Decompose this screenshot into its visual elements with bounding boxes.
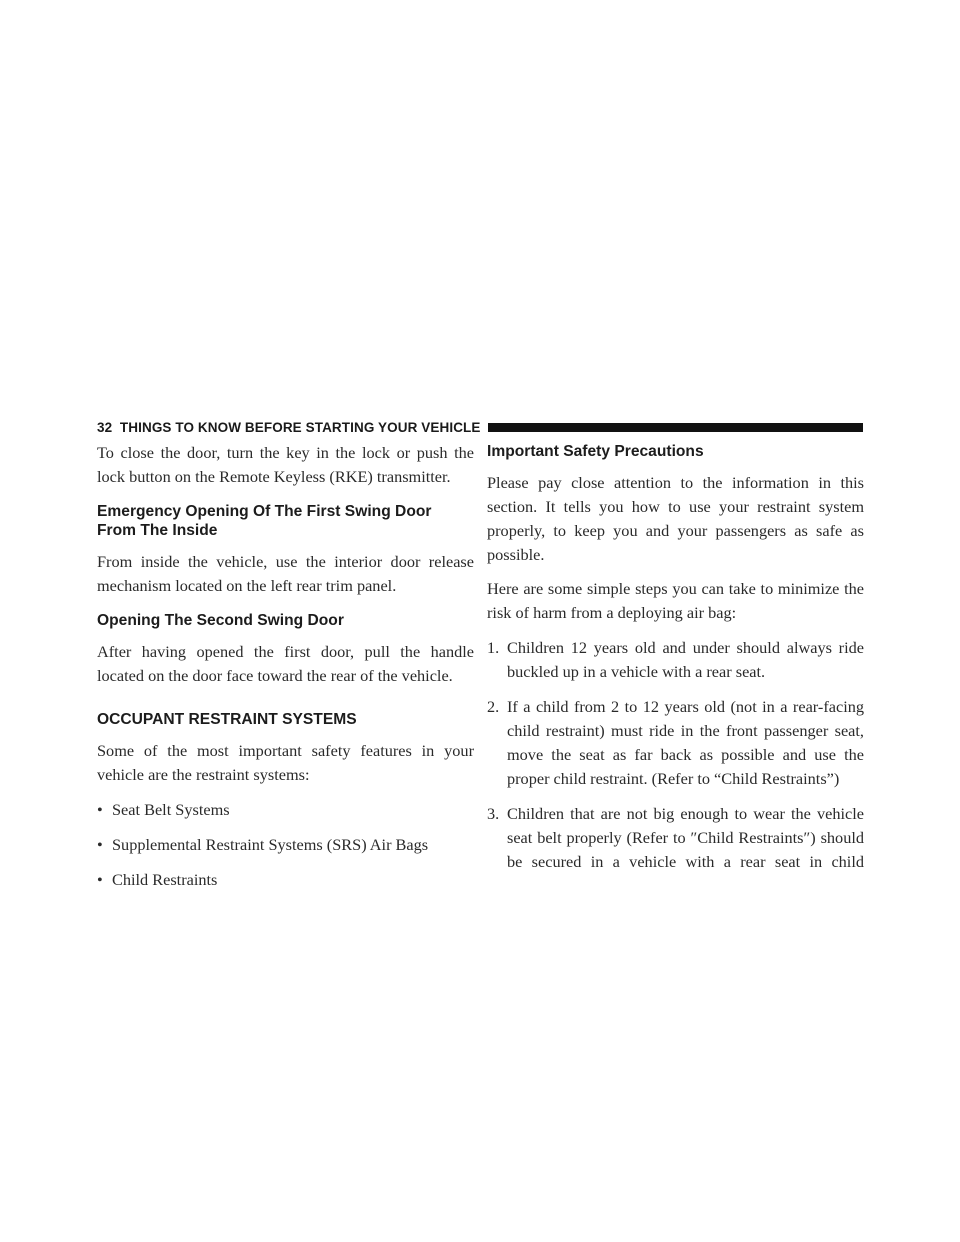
list-item-first-line: Children that are not big enough to wear the vehicle bbox=[507, 804, 864, 823]
list-number: 1. bbox=[487, 638, 500, 657]
right-column bbox=[487, 441, 864, 874]
paragraph-pay-attention: Please pay close attention to the information in this section. It tells you how to use your restraint system properly, to keep you and your passengers as safe as possible. bbox=[487, 473, 864, 564]
heading-second-swing-door: Opening The Second Swing Door bbox=[97, 612, 344, 629]
page-number: 32 bbox=[97, 419, 113, 435]
header-text bbox=[97, 420, 488, 435]
heading-occupant-restraint: OCCUPANT RESTRAINT SYSTEMS bbox=[97, 711, 357, 728]
header-rule bbox=[488, 423, 864, 432]
list-item bbox=[97, 798, 474, 822]
list-item-first-line: Children 12 years old and under should always ride bbox=[507, 638, 864, 657]
list-item-rest: buckled up in a vehicle with a rear seat. bbox=[507, 662, 766, 681]
left-column bbox=[97, 441, 474, 892]
page-header bbox=[97, 416, 863, 438]
paragraph-restraint-intro: Some of the most important safety features in your vehicle are the restraint systems: bbox=[97, 741, 474, 784]
list-item-first-line: If a child from 2 to 12 years old (not in a rear-facing bbox=[507, 697, 864, 716]
paragraph-simple-steps: Here are some simple steps you can take to minimize the risk of harm from a deploying air bag: bbox=[487, 579, 864, 622]
list-item bbox=[97, 868, 474, 892]
list-item-text: Seat Belt Systems bbox=[112, 800, 230, 819]
list-item bbox=[487, 636, 864, 684]
bullet-mark: • bbox=[97, 870, 103, 889]
list-item bbox=[487, 802, 864, 874]
paragraph-close-door: To close the door, turn the key in the lock or push the lock button on the Remote Keyless (RKE) transmitter. bbox=[97, 443, 474, 486]
paragraph-pull-handle: After having opened the first door, pull the handle located on the door face toward the rear of the vehicle. bbox=[97, 642, 474, 685]
heading-safety-precautions: Important Safety Precautions bbox=[487, 443, 704, 460]
list-item-text: Child Restraints bbox=[112, 870, 218, 889]
list-item bbox=[97, 833, 474, 857]
list-item-rest: seat belt properly (Refer to ″Child Restraints″) should be secured in a vehicle with a rear seat in child bbox=[507, 828, 864, 871]
bullet-mark: • bbox=[97, 835, 103, 854]
list-item-rest: child restraint) must ride in the front passenger seat, move the seat as far back as possible and use the proper child restraint. (Refer to “Child Restraints”) bbox=[507, 721, 864, 788]
list-number: 3. bbox=[487, 804, 500, 823]
list-item-text: Supplemental Restraint Systems (SRS) Air Bags bbox=[112, 835, 429, 854]
list-number: 2. bbox=[487, 697, 500, 716]
list-item bbox=[487, 695, 864, 791]
bullet-mark: • bbox=[97, 800, 103, 819]
heading-emergency-opening: Emergency Opening Of The First Swing Door From The Inside bbox=[97, 503, 432, 539]
section-title: THINGS TO KNOW BEFORE STARTING YOUR VEHICLE bbox=[119, 419, 481, 435]
paragraph-interior-release: From inside the vehicle, use the interior door release mechanism located on the left rear trim panel. bbox=[97, 552, 474, 595]
